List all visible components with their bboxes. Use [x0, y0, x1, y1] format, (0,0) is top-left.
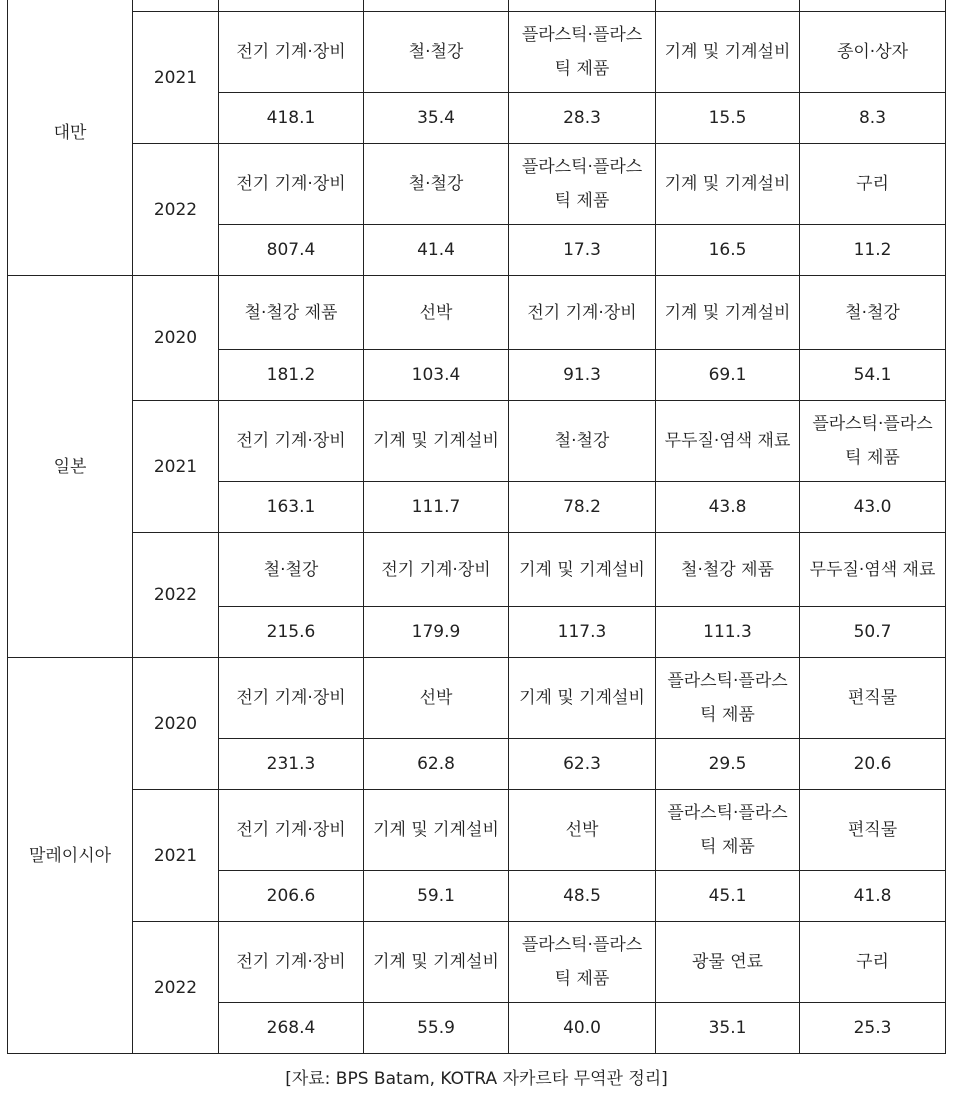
value-cell: 25.3 [800, 1003, 946, 1054]
value-cell: 179.9 [364, 607, 509, 658]
value-cell: 807.4 [219, 225, 364, 276]
item-row [8, 276, 946, 350]
year-cell: 2020 [133, 658, 219, 790]
value-cell: 11.2 [800, 225, 946, 276]
item-cell: 선박 [364, 276, 509, 350]
item-cell: 기계 및 기계설비 [364, 790, 509, 871]
item-cell: 기계 및 기계설비 [656, 276, 800, 350]
year-cell: 2022 [133, 533, 219, 658]
value-cell: 54.1 [800, 350, 946, 401]
item-cell: 전기 기계·장비 [219, 658, 364, 739]
item-cell: 전기 기계·장비 [509, 276, 656, 350]
item-cell: 전기 기계·장비 [219, 922, 364, 1003]
value-cell: 28.3 [509, 93, 656, 144]
item-cell: 전기 기계·장비 [219, 12, 364, 93]
item-cell: 선박 [509, 790, 656, 871]
value-cell: 59.1 [364, 871, 509, 922]
year-cell: 2021 [133, 401, 219, 533]
item-cell: 기계 및 기계설비 [509, 533, 656, 607]
item-cell: 기계 및 기계설비 [509, 658, 656, 739]
value-cell: 91.3 [509, 350, 656, 401]
item-cell: 선박 [364, 658, 509, 739]
value-cell: 20.6 [800, 739, 946, 790]
item-cell: 광물 연료 [656, 922, 800, 1003]
value-cell: 163.1 [219, 482, 364, 533]
item-cell: 편직물 [800, 658, 946, 739]
item-cell: 구리 [800, 922, 946, 1003]
item-cell: 플라스틱·플라스틱 제품 [656, 658, 800, 739]
value-cell: 103.4 [364, 350, 509, 401]
item-cell: 철·철강 [364, 12, 509, 93]
value-cell: 45.1 [656, 871, 800, 922]
value-cell: 16.5 [656, 225, 800, 276]
value-cell: 117.3 [509, 607, 656, 658]
item-cell: 철·철강 [800, 276, 946, 350]
item-cell: 기계 및 기계설비 [656, 144, 800, 225]
value-cell: 62.3 [509, 739, 656, 790]
item-cell: 플라스틱·플라스틱 제품 [509, 144, 656, 225]
item-cell: 구리 [800, 144, 946, 225]
value-cell: 41.4 [364, 225, 509, 276]
year-cell: 2022 [133, 922, 219, 1054]
item-cell: 전기 기계·장비 [219, 144, 364, 225]
item-cell: 철·철강 제품 [656, 533, 800, 607]
country-cell: 일본 [8, 276, 133, 658]
year-cell: 2021 [133, 12, 219, 144]
item-cell: 무두질·염색 재료 [800, 533, 946, 607]
value-cell: 50.7 [800, 607, 946, 658]
item-cell: 전기 기계·장비 [219, 790, 364, 871]
item-row [8, 401, 946, 482]
item-row [8, 0, 946, 12]
source-note: [자료: BPS Batam, KOTRA 자카르타 무역관 정리] [285, 1069, 668, 1089]
item-cell: 기계 및 기계설비 [364, 401, 509, 482]
item-cell: 플라스틱·플라스틱 제품 [509, 12, 656, 93]
value-cell: 215.6 [219, 607, 364, 658]
item-cell: 플라스틱·플라스틱 제품 [509, 922, 656, 1003]
value-cell: 15.5 [656, 93, 800, 144]
item-cell: 플라스틱·플라스틱 제품 [656, 790, 800, 871]
year-cell: 2021 [133, 790, 219, 922]
value-cell: 181.2 [219, 350, 364, 401]
item-cell: 무두질·염색 재료 [656, 401, 800, 482]
item-row [8, 922, 946, 1003]
item-cell: 철·철강 [219, 533, 364, 607]
item-cell [364, 0, 509, 12]
value-cell: 418.1 [219, 93, 364, 144]
value-cell: 43.0 [800, 482, 946, 533]
value-cell: 8.3 [800, 93, 946, 144]
item-cell: 전기 기계·장비 [219, 401, 364, 482]
value-cell: 231.3 [219, 739, 364, 790]
item-row [8, 144, 946, 225]
value-cell: 40.0 [509, 1003, 656, 1054]
value-cell: 43.8 [656, 482, 800, 533]
country-cell: 말레이시아 [8, 658, 133, 1054]
item-cell: 전기 기계·장비 [364, 533, 509, 607]
value-cell: 29.5 [656, 739, 800, 790]
value-cell: 35.4 [364, 93, 509, 144]
item-row [8, 790, 946, 871]
item-cell [509, 0, 656, 12]
item-cell: 철·철강 제품 [219, 276, 364, 350]
value-cell: 62.8 [364, 739, 509, 790]
country-cell: 대만 [8, 0, 133, 276]
value-cell: 111.3 [656, 607, 800, 658]
item-cell: 철·철강 [364, 144, 509, 225]
item-cell: 기계 및 기계설비 [364, 922, 509, 1003]
year-cell [133, 0, 219, 12]
item-row [8, 658, 946, 739]
value-cell: 41.8 [800, 871, 946, 922]
value-cell: 48.5 [509, 871, 656, 922]
item-cell [219, 0, 364, 12]
item-cell: 철·철강 [509, 401, 656, 482]
value-cell: 35.1 [656, 1003, 800, 1054]
item-cell: 편직물 [800, 790, 946, 871]
value-cell: 55.9 [364, 1003, 509, 1054]
value-cell: 69.1 [656, 350, 800, 401]
item-row [8, 12, 946, 93]
value-cell: 78.2 [509, 482, 656, 533]
item-cell: 종이·상자 [800, 12, 946, 93]
year-cell: 2022 [133, 144, 219, 276]
item-cell: 플라스틱·플라스틱 제품 [800, 401, 946, 482]
item-cell: 기계 및 기계설비 [656, 12, 800, 93]
value-cell: 268.4 [219, 1003, 364, 1054]
item-cell [800, 0, 946, 12]
item-cell [656, 0, 800, 12]
value-cell: 111.7 [364, 482, 509, 533]
trade-table [7, 0, 946, 1054]
value-cell: 17.3 [509, 225, 656, 276]
year-cell: 2020 [133, 276, 219, 401]
value-cell: 206.6 [219, 871, 364, 922]
item-row [8, 533, 946, 607]
